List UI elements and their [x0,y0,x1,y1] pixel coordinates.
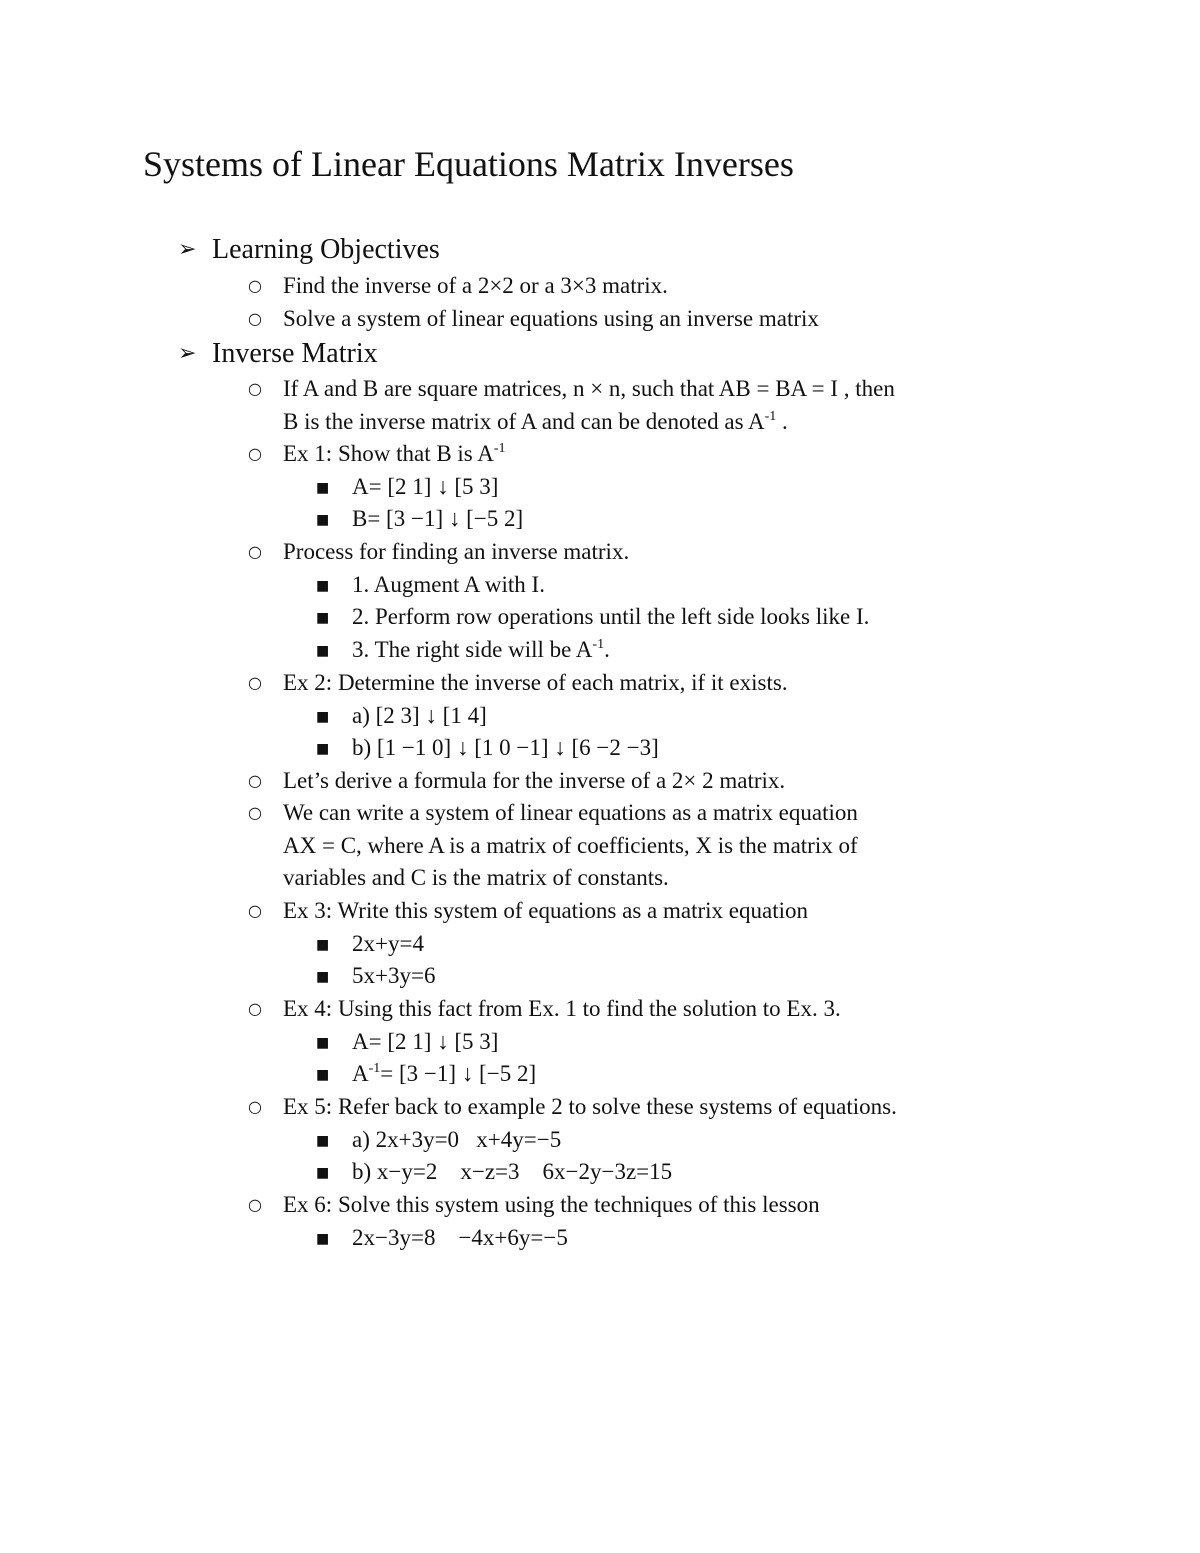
circle-bullet-icon: ○ [248,999,262,1018]
list-item: ■ A= [2 1] ↓ [5 3] [316,1026,498,1059]
square-bullet-icon: ■ [316,1067,330,1083]
list-item: ○ Ex 6: Solve this system using the techniques of this lesson [248,1189,820,1221]
list-item: ■ 2. Perform row operations until the left side looks like I. [316,601,869,634]
square-bullet-icon: ■ [316,1133,330,1149]
square-bullet-icon: ■ [316,937,330,953]
list-item: ■ 3. The right side will be $A^{-1}$. [316,634,610,667]
list-item: ■ b) [1 −1 0] ↓ [1 0 −1] ↓ [6 −2 −3] [316,732,659,765]
circle-bullet-icon: ○ [248,1097,262,1116]
list-item: ○ We can write a system of linear equations as a matrix equation [248,797,858,829]
arrow-bullet-icon: ➢ [178,341,197,366]
square-bullet-icon: ■ [316,480,330,496]
circle-bullet-icon: ○ [248,673,262,692]
section-heading-objectives: ➢ Learning Objectives [178,234,440,265]
square-bullet-icon: ■ [316,1231,330,1247]
circle-bullet-icon: ○ [248,542,262,561]
list-item: ■ b) x−y=2 x−z=3 6x−2y−3z=15 [316,1156,672,1189]
circle-bullet-icon: ○ [248,379,262,398]
list-item: ○ Find the inverse of a 2×2 or a 3×3 matrix. [248,270,668,302]
list-item: ■ a) 2x+3y=0 x+4y=−5 [316,1124,561,1157]
square-bullet-icon: ■ [316,643,330,659]
square-bullet-icon: ■ [316,969,330,985]
list-item-continuation: B is the inverse matrix of A and can be denoted as $A^{-1}$ . [283,409,788,434]
list-item: ○ Ex 5: Refer back to example 2 to solve these systems of equations. [248,1091,897,1123]
list-item: ■ A= [2 1] ↓ [5 3] [316,471,498,504]
list-item: ■ 2x+y=4 [316,928,424,961]
circle-bullet-icon: ○ [248,901,262,920]
list-item: ■ 1. Augment A with I. [316,569,545,602]
square-bullet-icon: ■ [316,1035,330,1051]
square-bullet-icon: ■ [316,709,330,725]
list-item: ■ B= [3 −1] ↓ [−5 2] [316,503,523,536]
circle-bullet-icon: ○ [248,309,262,328]
list-item: ○ If A and B are square matrices, n × n, such that AB = BA = I , then [248,373,895,405]
list-item: ○ Process for finding an inverse matrix. [248,536,629,568]
arrow-bullet-icon: ➢ [178,237,197,262]
list-item: ○ Solve a system of linear equations using an inverse matrix [248,303,819,335]
list-item-continuation: variables and C is the matrix of constants. [283,865,669,890]
section-heading-inverse: ➢ Inverse Matrix [178,338,378,369]
square-bullet-icon: ■ [316,1165,330,1181]
circle-bullet-icon: ○ [248,276,262,295]
list-item: ○ Let’s derive a formula for the inverse of a 2× 2 matrix. [248,765,785,797]
square-bullet-icon: ■ [316,610,330,626]
list-item: ○ Ex 3: Write this system of equations as a matrix equation [248,895,808,927]
circle-bullet-icon: ○ [248,771,262,790]
circle-bullet-icon: ○ [248,1195,262,1214]
circle-bullet-icon: ○ [248,444,262,463]
list-item: ○ Ex 1: Show that B is $A^{-1}$ [248,438,506,470]
list-item: ○ Ex 2: Determine the inverse of each matrix, if it exists. [248,667,788,699]
square-bullet-icon: ■ [316,578,330,594]
square-bullet-icon: ■ [316,741,330,757]
list-item-continuation: AX = C, where A is a matrix of coefficients, X is the matrix of [283,833,858,858]
page-title: Systems of Linear Equations Matrix Inverses [143,144,794,184]
square-bullet-icon: ■ [316,512,330,528]
circle-bullet-icon: ○ [248,803,262,822]
list-item: ■ 5x+3y=6 [316,960,435,993]
list-item: ■ $A^{-1}= [3 -1]$ ↓ [−5 2] [316,1058,536,1091]
list-item: ■ a) [2 3] ↓ [1 4] [316,700,487,733]
list-item: ○ Ex 4: Using this fact from Ex. 1 to find the solution to Ex. 3. [248,993,841,1025]
list-item: ■ 2x−3y=8 −4x+6y=−5 [316,1222,568,1255]
